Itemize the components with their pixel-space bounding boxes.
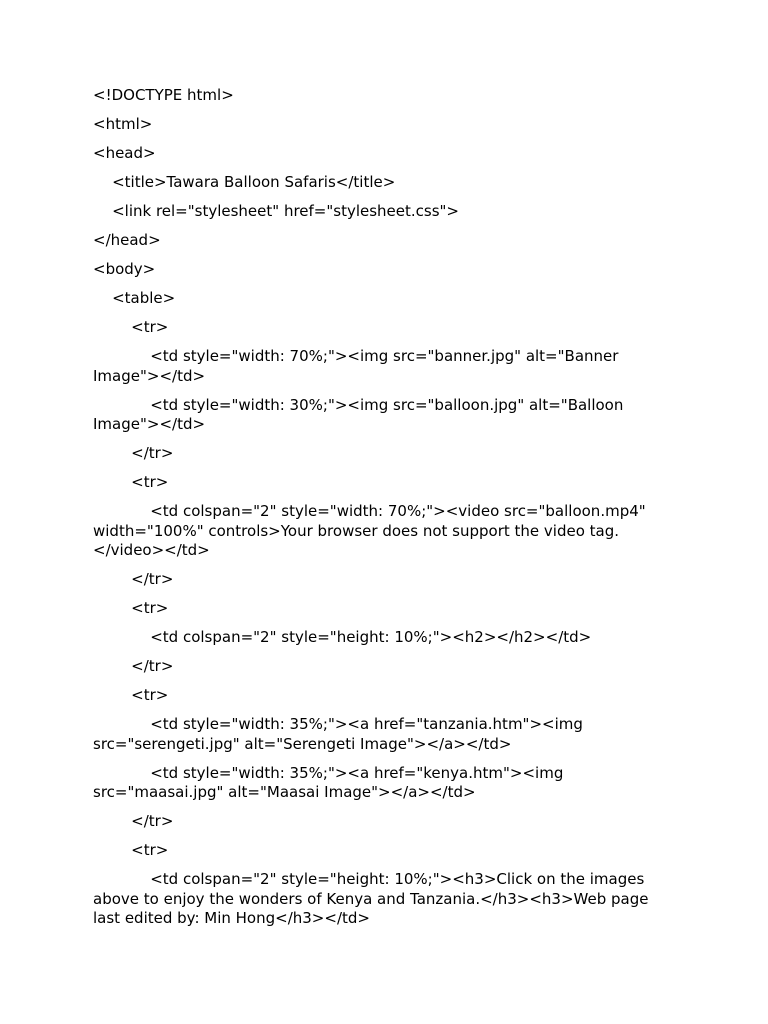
code-line-doctype: <!DOCTYPE html>: [93, 86, 234, 104]
code-line-td-maasai: <td style="width: 35%;"><a href="kenya.htm"><img src="maasai.jpg" alt="Maasai Image"></a></td>: [93, 763, 569, 801]
code-line-td-serengeti: <td style="width: 35%;"><a href="tanzania.htm"><img src="serengeti.jpg" alt="Serengeti Image"></a></td>: [93, 715, 588, 753]
code-line-td-h3: <td colspan="2" style="height: 10%;"><h3>Click on the images above to enjoy the wonders of Kenya and Tanzania.</h3><h3>Web page last edited by: Min Hong</h3></td>: [93, 870, 654, 927]
code-line-tr-open: <tr>: [93, 841, 169, 859]
code-line-head-close: </head>: [93, 231, 161, 249]
code-line-tr-open: <tr>: [93, 318, 169, 336]
code-line-tr-close: </tr>: [93, 657, 174, 675]
code-line-table-open: <table>: [93, 289, 176, 307]
code-line-body-open: <body>: [93, 260, 156, 278]
code-line-tr-close: </tr>: [93, 570, 174, 588]
code-line-td-balloon: <td style="width: 30%;"><img src="balloon.jpg" alt="Balloon Image"></td>: [93, 395, 629, 433]
code-line-td-h2: <td colspan="2" style="height: 10%;"><h2></h2></td>: [93, 628, 592, 646]
code-line-title: <title>Tawara Balloon Safaris</title>: [93, 173, 396, 191]
code-line-tr-close: </tr>: [93, 444, 174, 462]
code-line-tr-close: </tr>: [93, 812, 174, 830]
code-line-tr-open: <tr>: [93, 686, 169, 704]
code-line-td-banner: <td style="width: 70%;"><img src="banner.jpg" alt="Banner Image"></td>: [93, 347, 624, 385]
code-line-html-open: <html>: [93, 115, 153, 133]
code-line-head-open: <head>: [93, 144, 156, 162]
code-line-link: <link rel="stylesheet" href="stylesheet.css">: [93, 202, 460, 220]
document-body: [93, 86, 678, 938]
code-line-tr-open: <tr>: [93, 599, 169, 617]
code-line-td-video: <td colspan="2" style="width: 70%;"><video src="balloon.mp4" width="100%" controls>Your browser does not support the video tag.</video></td>: [93, 502, 651, 559]
code-line-tr-open: <tr>: [93, 473, 169, 491]
